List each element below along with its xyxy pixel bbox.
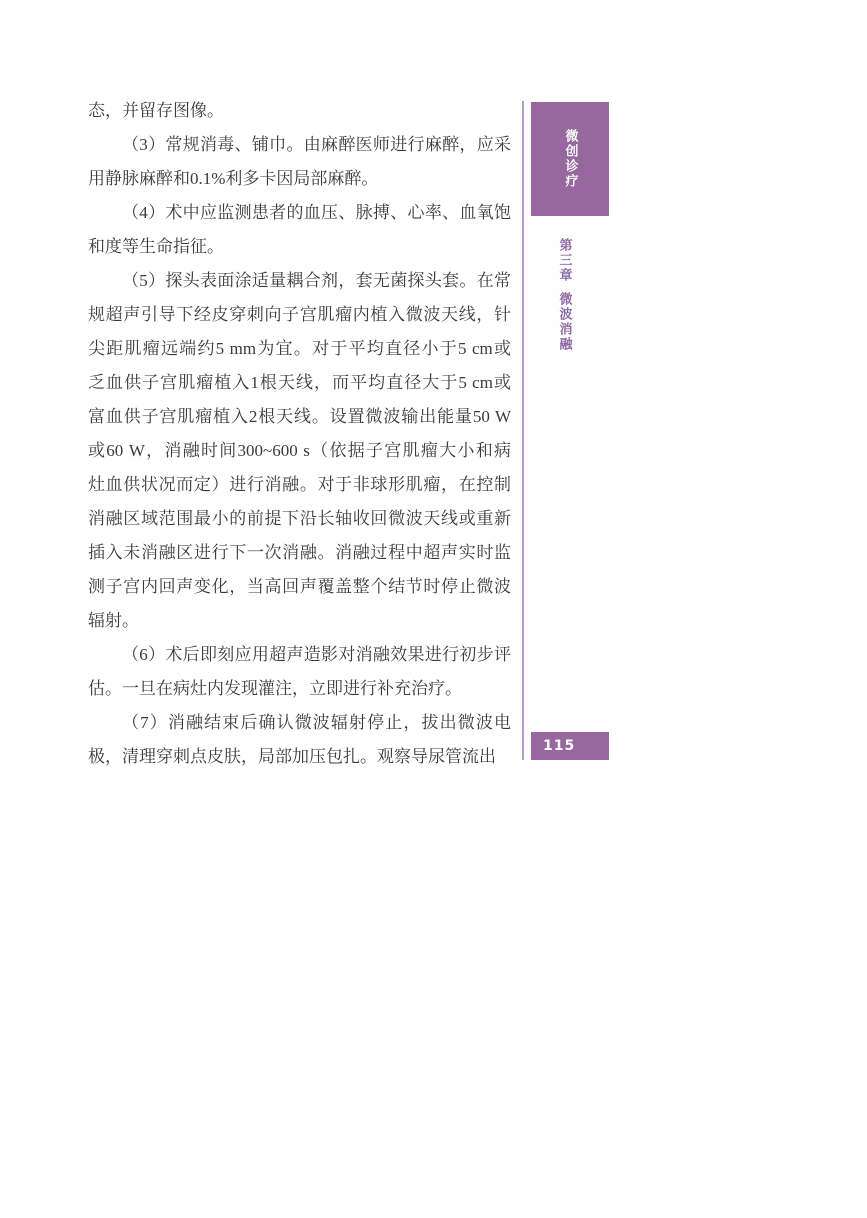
body-text-line: 态，并留存图像。 <box>88 101 224 120</box>
body-text-line: 辐射。 <box>88 611 139 630</box>
body-text-line: 插入未消融区进行下一次消融。消融过程中超声实时监 <box>88 543 511 562</box>
body-text-line: 用静脉麻醉和0.1%利多卡因局部麻醉。 <box>88 169 379 188</box>
body-text-line: 极，清理穿刺点皮肤，局部加压包扎。观察导尿管流出 <box>88 747 496 766</box>
page-number: 115 <box>543 738 576 754</box>
part-label: 微创诊疗 <box>562 129 578 189</box>
chapter-title: 微波消融 <box>557 292 573 352</box>
body-text-line: 尖距肌瘤远端约5 mm为宜。对于平均直径小于5 cm或 <box>88 339 511 358</box>
body-text-line: （4）术中应监测患者的血压、脉搏、心率、血氧饱 <box>122 203 511 222</box>
body-text-line: 消融区域范围最小的前提下沿长轴收回微波天线或重新 <box>88 509 511 528</box>
page-number-tab <box>531 732 609 760</box>
body-text-line: （6）术后即刻应用超声造影对消融效果进行初步评 <box>122 645 511 664</box>
part-label-tab <box>531 102 609 216</box>
body-text-line: （5）探头表面涂适量耦合剂，套无菌探头套。在常 <box>122 271 511 290</box>
body-text-line: 测子宫内回声变化，当高回声覆盖整个结节时停止微波 <box>88 577 511 596</box>
body-text-block <box>88 94 511 774</box>
sidebar-divider-line <box>522 101 524 760</box>
body-text-line: 和度等生命指征。 <box>88 237 224 256</box>
body-text-line: 估。一旦在病灶内发现灌注，立即进行补充治疗。 <box>88 679 462 698</box>
body-text-line: （3）常规消毒、铺巾。由麻醉医师进行麻醉，应采 <box>122 135 511 154</box>
chapter-heading <box>531 238 599 352</box>
body-text-line: 或60 W，消融时间300~600 s（依据子宫肌瘤大小和病 <box>88 441 511 460</box>
body-text-line: 富血供子宫肌瘤植入2根天线。设置微波输出能量50 W <box>88 407 511 426</box>
body-text-line: 规超声引导下经皮穿刺向子宫肌瘤内植入微波天线，针 <box>88 305 511 324</box>
body-text-line: 灶血供状况而定）进行消融。对于非球形肌瘤，在控制 <box>88 475 511 494</box>
body-text-line: （7）消融结束后确认微波辐射停止，拔出微波电 <box>122 713 511 732</box>
body-text-line: 乏血供子宫肌瘤植入1根天线，而平均直径大于5 cm或 <box>88 373 511 392</box>
chapter-number: 第三章 <box>557 238 573 283</box>
